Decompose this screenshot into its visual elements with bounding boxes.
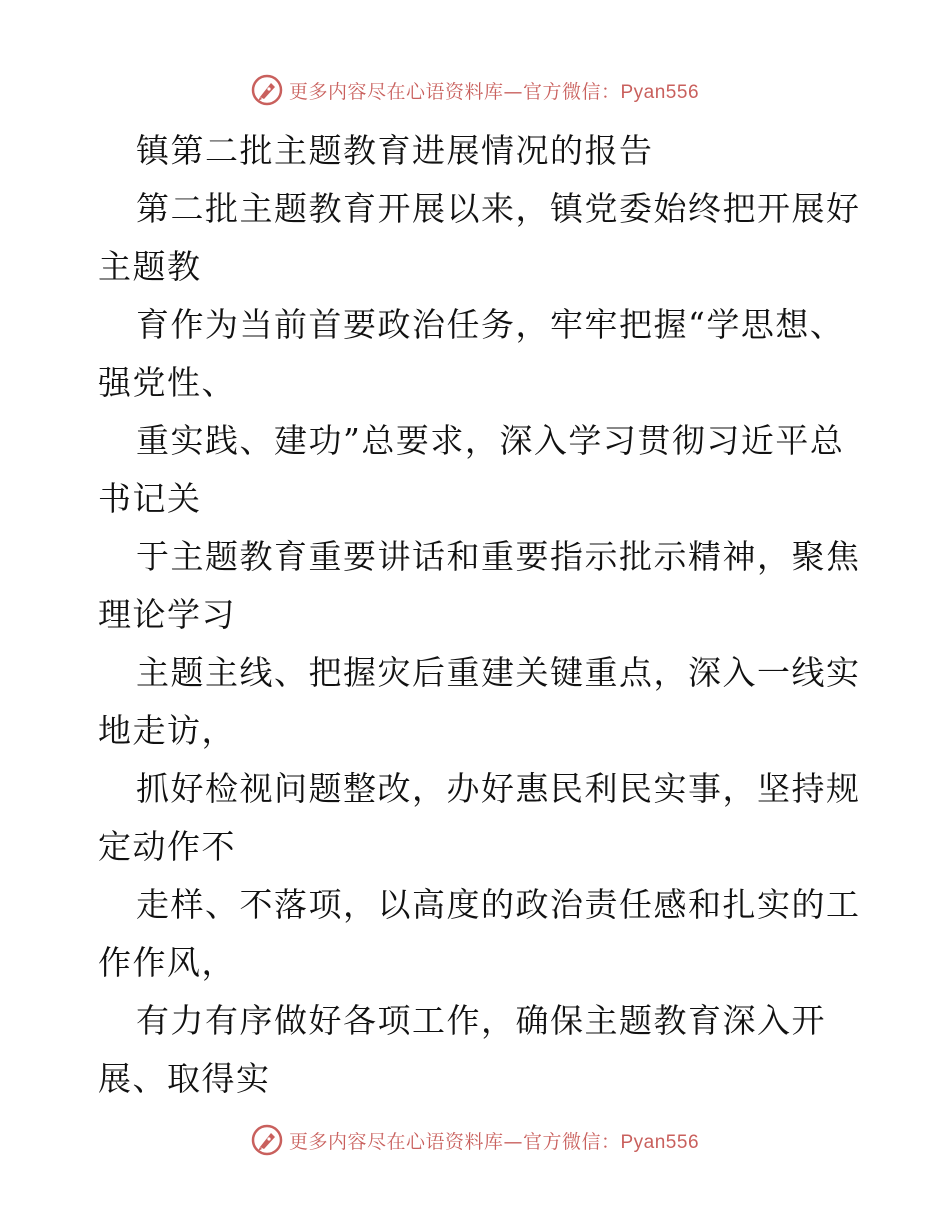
footer-watermark [0, 1120, 950, 1160]
document-title: 镇第二批主题教育进展情况的报告 [136, 131, 654, 170]
watermark-text-line [289, 77, 699, 104]
paragraph-line: 主题教 [98, 247, 202, 286]
paragraph-line: 强党性、 [98, 363, 236, 402]
paragraph-line: 抓好检视问题整改，办好惠民利民实事，坚持规 [136, 769, 861, 808]
watermark-text-line [289, 1127, 699, 1154]
paragraph-line: 定动作不 [98, 827, 236, 866]
watermark-separator: — [503, 1130, 523, 1153]
paragraph-line: 于主题教育重要讲话和重要指示批示精神，聚焦 [136, 537, 861, 576]
watermark-contact: 官方微信： [522, 80, 621, 103]
pen-nib-logo-icon [251, 74, 283, 106]
watermark-separator: — [503, 80, 523, 103]
paragraph-line: 书记关 [98, 479, 202, 518]
paragraph-line: 地走访， [98, 711, 236, 750]
pen-nib-logo-icon [251, 1124, 283, 1156]
paragraph-line: 理论学习 [98, 595, 236, 634]
paragraph-line: 作作风， [98, 943, 236, 982]
watermark-text: 更多内容尽在心语资料库 [288, 1130, 504, 1153]
watermark-contact: 官方微信： [522, 1130, 621, 1153]
paragraph-line: 展、取得实 [98, 1059, 271, 1098]
paragraph-line: 有力有序做好各项工作，确保主题教育深入开 [136, 1001, 826, 1040]
paragraph-line: 第二批主题教育开展以来，镇党委始终把开展好 [136, 189, 861, 228]
paragraph-line: 主题主线、把握灾后重建关键重点，深入一线实 [136, 653, 861, 692]
header-watermark [0, 70, 950, 110]
watermark-handle: Pyan556 [620, 1131, 700, 1153]
paragraph-line: 育作为当前首要政治任务，牢牢把握“学思想、 [136, 305, 845, 344]
document-body [98, 122, 861, 1108]
watermark-handle: Pyan556 [620, 81, 700, 103]
paragraph-line: 走样、不落项，以高度的政治责任感和扎实的工 [136, 885, 861, 924]
watermark-text: 更多内容尽在心语资料库 [288, 80, 504, 103]
paragraph-line: 重实践、建功”总要求，深入学习贯彻习近平总 [136, 421, 845, 460]
